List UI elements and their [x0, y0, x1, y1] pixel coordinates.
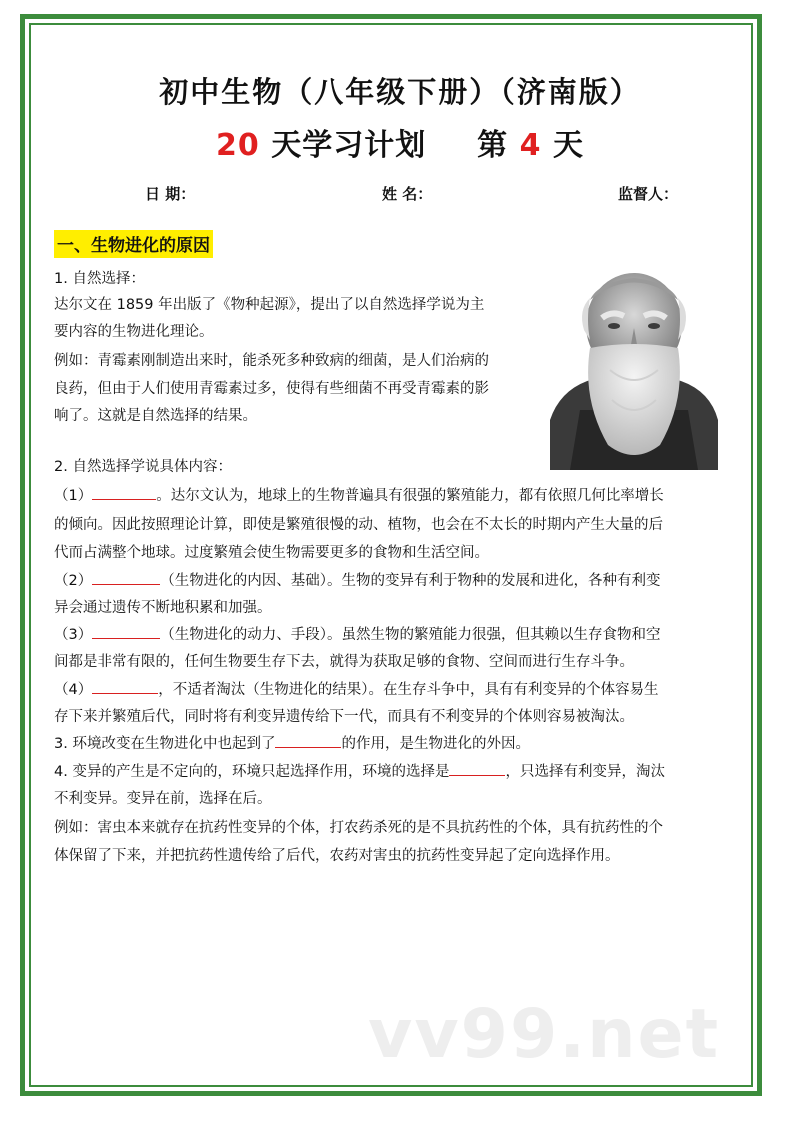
plan-text: 天学习计划 — [271, 128, 427, 163]
p1-line: 达尔文在 1859 年出版了《物种起源》，提出了以自然选择学说为主 — [54, 297, 485, 313]
p4-line — [54, 761, 665, 783]
p1-heading: 1. 自然选择： — [54, 271, 145, 287]
item-1-line: 代而占满整个地球。过度繁殖会使生物需要更多的食物和生活空间。 — [54, 545, 489, 561]
item-3-number: （3） — [54, 627, 93, 643]
example-2-line: 体保留了下来，并把抗药性遗传给了后代，农药对害虫的抗药性变异起了定向选择作用。 — [54, 848, 620, 864]
p3-line — [54, 733, 530, 755]
section-heading: 一、生物进化的原因 — [54, 230, 213, 258]
item-1-number: （1） — [54, 488, 93, 504]
item-2-text: （生物进化的内因、基础）。生物的变异有利于物种的发展和进化，各种有利变 — [160, 573, 661, 589]
p3-text-before: 3. 环境改变在生物进化中也起到了 — [54, 736, 276, 752]
item-2-number: （2） — [54, 573, 93, 589]
item-2-line — [54, 570, 660, 592]
name-label: 姓 名： — [382, 185, 433, 203]
item-2-line: 异会通过遗传不断地积累和加强。 — [54, 600, 272, 616]
item-3-text: （生物进化的动力、手段）。虽然生物的繁殖能力很强，但其赖以生存食物和空 — [160, 627, 661, 643]
darwin-portrait-image — [550, 270, 718, 470]
item-4-line: 存下来并繁殖后代，同时将有利变异遗传给下一代，而具有不利变异的个体则容易被淘汰。 — [54, 709, 634, 725]
p1-line: 要内容的生物进化理论。 — [54, 324, 214, 340]
study-plan-title — [0, 120, 800, 164]
fill-blank[interactable] — [449, 761, 505, 776]
supervisor-label: 监督人： — [618, 185, 679, 203]
watermark-text: vv99.net — [368, 995, 721, 1074]
page-title: 初中生物（八年级下册）（济南版） — [159, 75, 641, 109]
item-4-text: ，不适者淘汰（生物进化的结果）。在生存斗争中，具有有利变异的个体容易生 — [158, 682, 659, 698]
fill-blank[interactable] — [92, 679, 158, 694]
fill-blank[interactable] — [275, 733, 341, 748]
p4-text-before: 4. 变异的产生是不定向的，环境只起选择作用，环境的选择是 — [54, 764, 450, 780]
p3-text-after: 的作用，是生物进化的外因。 — [341, 736, 530, 752]
item-1-line: 的倾向。因此按照理论计算，即使是繁殖很慢的动、植物，也会在不太长的时期内产生大量的后 — [54, 517, 663, 533]
example-2-line: 例如：害虫本来就存在抗药性变异的个体，打农药杀死的是不具抗药性的个体，具有抗药性的个 — [54, 820, 663, 836]
p1-example-line: 良药，但由于人们使用青霉素过多，使得有些细菌不再受青霉素的影 — [54, 381, 489, 397]
item-3-line: 间都是非常有限的，任何生物要生存下去，就得为获取足够的食物、空间而进行生存斗争。 — [54, 654, 634, 670]
fill-blank[interactable] — [92, 624, 160, 639]
plan-days-number: 20 — [216, 128, 260, 163]
fill-blank[interactable] — [92, 485, 156, 500]
item-1-line — [54, 485, 664, 507]
day-suffix: 天 — [552, 128, 584, 163]
date-label: 日 期： — [145, 185, 196, 203]
day-prefix: 第 — [477, 128, 509, 163]
p1-example-line: 响了。这就是自然选择的结果。 — [54, 408, 257, 424]
p4-line: 不利变异。变异在前，选择在后。 — [54, 791, 272, 807]
item-4-line — [54, 679, 658, 701]
p1-example-line: 例如：青霉素刚制造出来时，能杀死多种致病的细菌，是人们治病的 — [54, 353, 489, 369]
p2-heading: 2. 自然选择学说具体内容： — [54, 459, 232, 475]
p4-text-after: ，只选择有利变异，淘汰 — [505, 764, 665, 780]
fill-blank[interactable] — [92, 570, 160, 585]
item-3-line — [54, 624, 660, 646]
item-4-number: （4） — [54, 682, 93, 698]
day-number: 4 — [519, 128, 542, 163]
item-1-text: 。达尔文认为，地球上的生物普遍具有很强的繁殖能力，都有依照几何比率增长 — [156, 488, 664, 504]
